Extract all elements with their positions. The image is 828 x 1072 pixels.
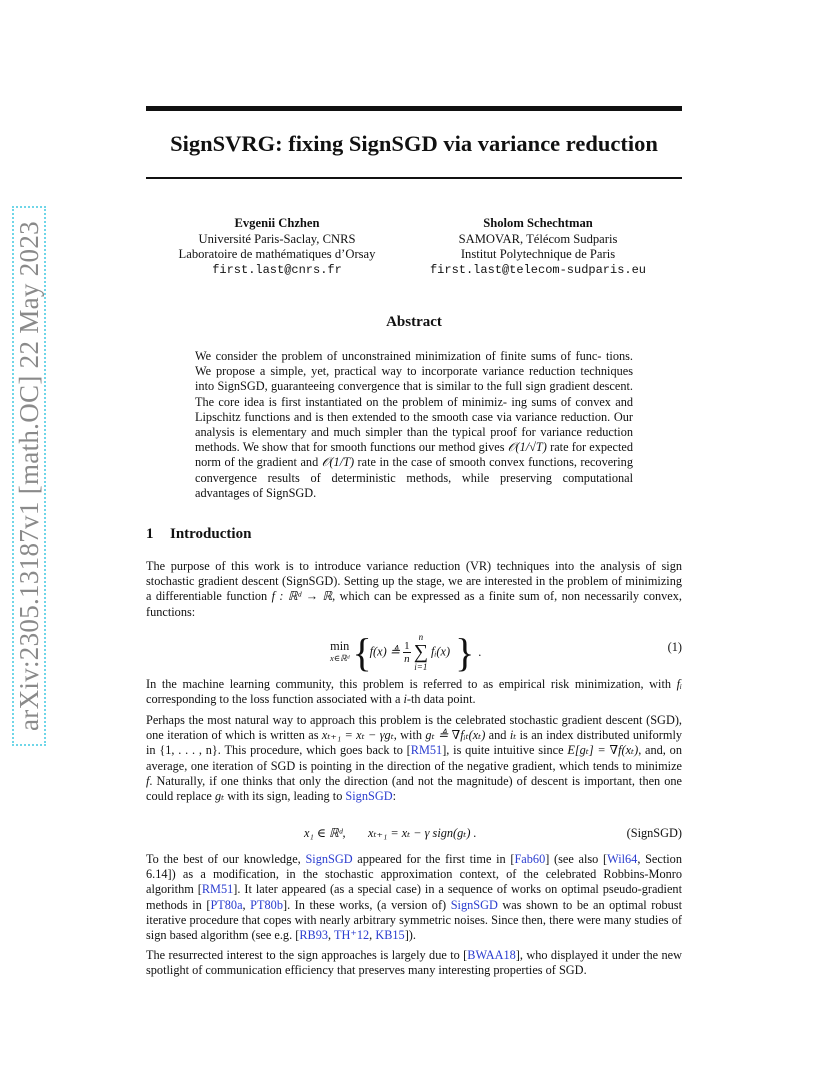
paragraph: The resurrected interest to the sign approaches is largely due to [BWAA18], who displayed it under the new spotlight of communication efficiency that preserves many interesting properties of SGD.	[146, 948, 682, 978]
author-affiliation: SAMOVAR, Télécom Sudparis	[458, 231, 618, 246]
paragraph: The purpose of this work is to introduce variance reduction (VR) techniques into the analysis of sign stochastic gradient descent (SignSGD). Setting up the stage, we are interested in the problem of minimizing a differentiable function f : ℝᵈ → ℝ, which can be expressed as a finite sum of, non necessarily convex, functions:	[146, 559, 682, 619]
algorithm-link[interactable]: SignSGD	[305, 852, 353, 866]
arxiv-stamp: arXiv:2305.13187v1 [math.OC] 22 May 2023	[12, 206, 46, 746]
citation-link[interactable]: PT80b	[250, 897, 283, 912]
author-name: Sholom Schechtman	[483, 216, 593, 230]
section-heading	[146, 526, 251, 543]
author-affiliation: Laboratoire de mathématiques d’Orsay	[178, 247, 376, 261]
fraction: $\frac{1}{n}$	[404, 639, 410, 665]
min-operator: min	[330, 639, 350, 653]
algorithm-link[interactable]: SignSGD	[345, 789, 393, 804]
math-inline: 𝒪(1/T)	[321, 455, 355, 470]
author-block-2	[404, 216, 672, 278]
equation-signsgd	[146, 826, 682, 844]
equation-1	[146, 626, 682, 675]
math-inline: f : ℝᵈ → ℝ	[271, 589, 333, 604]
citation-link[interactable]: RM51	[201, 882, 234, 897]
right-brace: }	[455, 630, 475, 675]
title-rule-top	[146, 106, 682, 111]
section-number: 1	[146, 526, 154, 542]
author-block-1	[152, 216, 402, 278]
math-inline: fᵢ	[676, 677, 682, 691]
section-title: Introduction	[170, 526, 252, 542]
min-subscript: x∈ℝᵈ	[330, 653, 350, 663]
paragraph: In the machine learning community, this problem is referred to as empirical risk minimization, with fᵢ corresponding to the loss function associated with a i-th data point.	[146, 677, 682, 707]
math-inline: 𝒪(1/√T)	[507, 440, 547, 455]
citation-link[interactable]: BWAA18	[467, 948, 516, 962]
citation-link[interactable]: Fab60	[514, 852, 546, 866]
author-name: Evgenii Chzhen	[234, 216, 320, 230]
author-email: first.last@cnrs.fr	[212, 262, 342, 277]
equation-left: x₁ ∈ ℝᵈ,	[304, 826, 346, 840]
author-affiliation: Institut Polytechnique de Paris	[460, 247, 616, 261]
paper-title: SignSVRG: fixing SignSGD via variance reduction	[170, 131, 658, 156]
citation-link[interactable]: TH⁺12	[333, 928, 370, 943]
citation-link[interactable]: Wil64	[607, 852, 638, 866]
math-inline: i	[403, 692, 407, 707]
paragraph: Perhaps the most natural way to approach this problem is the celebrated stochastic gradient descent (SGD), one iteration of which is written as xₜ₊₁ = xₜ − γgₜ, with gₜ ≜ ∇fᵢₜ(xₜ) and iₜ is an index distributed uniformly in {1, . . . , n}. This procedure, which goes back to [RM51], is quite intuitive since E[gₜ] = ∇f(xₜ), and, on average, one iteration of SGD is pointing in the direction of the negative gradient, which tends to minimize f. Naturally, if one thinks that only the direction (and not the magnitude) of descent is important, then one could replace gₜ with its sign, leading to SignSGD:	[146, 713, 683, 804]
summand: fᵢ(x)	[431, 644, 451, 659]
abstract-text: We consider the problem of unconstrained minimization of finite sums of func- tions. We propose a simple, yet, practical way to incorporate variance reduction techniques into SignSGD, guaranteeing convergence that is similar to the full sign gradient descent. The core idea is first instantiated on the problem of minimiz- ing sums of convex and Lipschitz functions and is then extended to the smooth case via variance reduction. Our analysis is elementary and much simpler than the typical proof for variance reduction methods. We show that for smooth functions our method gives 𝒪(1/√T) rate for expected norm of the gradient and 𝒪(1/T) rate in the case of smooth convex functions, recovering convergence results of deterministic methods, while preserving computational advantages of SignSGD.	[195, 349, 634, 500]
title-rule-bottom	[146, 177, 682, 179]
left-brace: {	[352, 630, 372, 675]
algorithm-link[interactable]: SignSGD	[450, 897, 498, 912]
author-email: first.last@telecom-sudparis.eu	[429, 262, 647, 277]
equation-lhs: f(x) ≜	[369, 644, 401, 659]
equation-label: (SignSGD)	[626, 826, 682, 840]
equation-number: (1)	[667, 640, 682, 654]
citation-link[interactable]: KB15	[375, 928, 405, 943]
abstract-heading: Abstract	[386, 314, 442, 330]
summation: n ∑ i=1	[413, 632, 428, 672]
equation-right: xₜ₊₁ = xₜ − γ sign(gₜ) .	[368, 826, 477, 840]
author-affiliation: Université Paris-Saclay, CNRS	[198, 231, 356, 246]
equation-body: min x∈ℝᵈ { f(x) ≜ $\frac{1}{n}$ n ∑ i=1 fᵢ(x) } .	[330, 630, 482, 675]
citation-link[interactable]: PT80a	[210, 897, 243, 912]
citation-link[interactable]: RB93	[299, 928, 329, 943]
citation-link[interactable]: RM51	[410, 743, 443, 758]
paragraph: To the best of our knowledge, SignSGD appeared for the first time in [Fab60] (see also [Wil64, Section 6.14]) as a modification, in the stochastic approximation context, of the celebrated Robbins-Monro algorithm [RM51]. It later appeared (as a special case) in a sequence of works on optimal pseudo-gradient methods in [PT80a, PT80b]. In these works, (a version of) SignSGD was shown to be an optimal robust iterative procedure that copes with nearly arbitrary symmetric noises. Since then, there were many studies of sign based algorithm (see e.g. [RB93, TH⁺12, KB15]).	[146, 852, 683, 943]
